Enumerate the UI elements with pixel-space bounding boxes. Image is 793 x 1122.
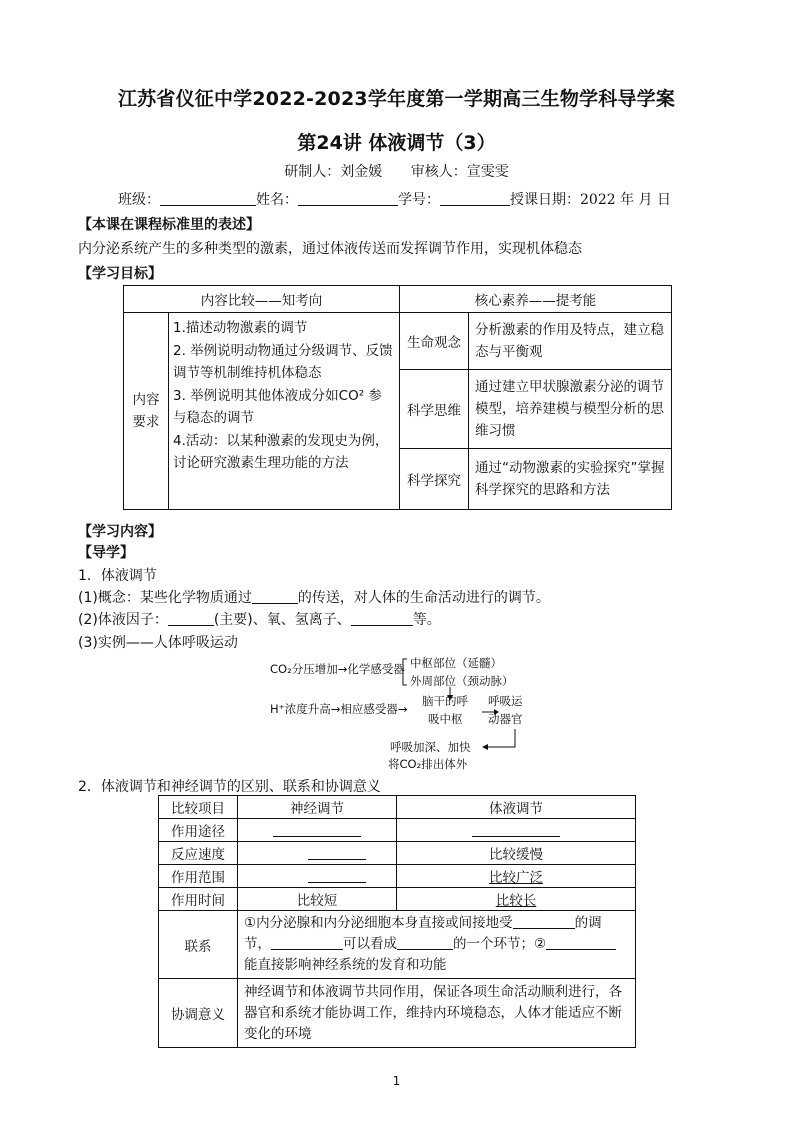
link-blank-4[interactable] [546, 935, 616, 950]
content-requirement-label: 内容 要求 [124, 313, 169, 510]
coord-label: 协调意义 [159, 979, 238, 1048]
literacy-name: 科学探究 [400, 449, 469, 510]
link-text-2: 的调 [574, 915, 602, 931]
flow-co2: CO₂分压增加→化学感受器 [270, 662, 405, 676]
id-blank[interactable] [440, 191, 510, 206]
flow-peripheral: 外周部位（颈动脉） [410, 674, 514, 688]
flow-central: 中枢部位（延髓） [410, 656, 502, 670]
link-label: 联系 [159, 911, 238, 979]
name-label: 姓名： [256, 192, 298, 208]
content-heading: 【学习内容】 [78, 524, 162, 540]
table-row [159, 911, 636, 979]
concept-line [78, 587, 550, 607]
factors-line [78, 609, 441, 629]
id-label: 学号： [398, 192, 440, 208]
link-text-4: 可以看成 [343, 936, 397, 952]
link-text-6: 能直接影响神经系统的发育和功能 [244, 957, 447, 973]
flow-organ-1: 呼吸运 [488, 694, 523, 708]
content-item: 1.描述动物激素的调节 [173, 320, 308, 336]
factors-blank-2[interactable] [351, 611, 413, 626]
table-row [159, 842, 636, 865]
humoral-value: 比较长 [397, 888, 636, 911]
concept-text-b: 的传送，对人体的生命活动进行的调节。 [297, 590, 550, 606]
standard-text: 内分泌系统产生的多种类型的激素，通过体液传送而发挥调节作用，实现机体稳态 [78, 241, 582, 257]
table-row [159, 888, 636, 911]
compare-header: 比较项目 [159, 796, 238, 819]
page-number: 1 [392, 1074, 401, 1088]
compare-header: 神经调节 [238, 796, 397, 819]
compare-item: 作用时间 [159, 888, 238, 911]
date-label: 授课日期：2022 年 月 日 [510, 192, 671, 208]
content-items [169, 313, 400, 510]
class-blank[interactable] [160, 191, 256, 206]
link-blank-1[interactable] [513, 914, 575, 929]
flow-center-1: 脑干的呼 [422, 694, 468, 708]
class-label: 班级： [118, 192, 160, 208]
goals-col1-header: 内容比较——知考向 [124, 286, 400, 313]
document-title: 江苏省仪征中学2022-2023学年度第一学期高三生物学科导学案 [117, 88, 676, 110]
neural-value: 比较短 [238, 888, 397, 911]
link-text-5: 的一个环节；② [453, 936, 547, 952]
literacy-desc: 通过“动物激素的实验探究”掌握科学探究的思路和方法 [469, 449, 672, 510]
factors-text-a: (2)体液因子： [78, 612, 168, 628]
literacy-name: 科学思维 [400, 370, 469, 449]
compare-item: 作用途径 [159, 819, 238, 842]
concept-text-a: (1)概念：某些化学物质通过 [78, 590, 252, 606]
link-blank-3[interactable] [397, 935, 453, 950]
humoral-blank[interactable] [472, 822, 560, 837]
compare-item: 反应速度 [159, 842, 238, 865]
goals-col2-header: 核心素养——提考能 [400, 286, 672, 313]
guide-heading: 【导学】 [78, 545, 134, 561]
flow-hplus: H⁺浓度升高→相应感受器→ [270, 702, 408, 716]
table-row [159, 865, 636, 888]
neural-blank[interactable] [308, 845, 366, 860]
section1-title: 1．体液调节 [78, 568, 157, 584]
link-text-1: ①内分泌腺和内分泌细胞本身直接或间接地受 [244, 915, 513, 931]
section2-title: 2．体液调节和神经调节的区别、联系和协调意义 [78, 779, 381, 795]
respiration-flow-diagram [260, 655, 530, 770]
link-text-3: 节， [244, 936, 271, 952]
table-row [159, 819, 636, 842]
lesson-title: 第24讲 体液调节（3） [297, 132, 496, 154]
flow-center-2: 吸中枢 [428, 712, 463, 726]
author: 研制人：刘金媛 [284, 164, 383, 180]
example-line: (3)实例——人体呼吸运动 [78, 635, 238, 651]
authors-line [0, 161, 793, 181]
link-text [238, 911, 636, 979]
goals-table [123, 285, 672, 510]
content-item: 4.活动：以某种激素的发现史为例，讨论研究激素生理功能的方法 [173, 432, 389, 471]
factors-blank-1[interactable] [168, 611, 214, 626]
table-row [159, 979, 636, 1048]
factors-text-c: 等。 [412, 612, 441, 628]
name-blank[interactable] [298, 191, 398, 206]
standard-heading: 【本课在课程标准里的表述】 [78, 217, 260, 233]
flow-result-2: 将CO₂排出体外 [388, 757, 468, 771]
flow-arrow-return [486, 729, 515, 747]
literacy-name: 生命观念 [400, 313, 469, 370]
flow-result-1: 呼吸加深、加快 [390, 740, 471, 754]
literacy-desc: 分析激素的作用及特点，建立稳态与平衡观 [469, 313, 672, 370]
neural-blank[interactable] [273, 822, 361, 837]
link-blank-2[interactable] [271, 935, 343, 950]
student-info-line [118, 189, 671, 209]
flow-organ-2: 动器官 [488, 712, 523, 726]
concept-blank[interactable] [252, 589, 298, 604]
flow-arrowhead [482, 744, 488, 750]
flow-bracket [403, 659, 407, 685]
comparison-table [158, 795, 636, 1048]
reviewer: 审核人：宣雯雯 [410, 164, 509, 180]
neural-cell[interactable] [238, 819, 397, 842]
humoral-value: 比较缓慢 [397, 842, 636, 865]
factors-text-b: (主要)、氧、氢离子、 [213, 612, 351, 628]
goals-heading: 【学习目标】 [78, 266, 162, 282]
literacy-desc: 通过建立甲状腺激素分泌的调节模型，培养建模与模型分析的思维习惯 [469, 370, 672, 449]
content-item: 2. 举例说明动物通过分级调节、反馈调节等机制维持机体稳态 [173, 342, 393, 381]
compare-header: 体液调节 [397, 796, 636, 819]
compare-item: 作用范围 [159, 865, 238, 888]
neural-blank[interactable] [308, 868, 366, 883]
humoral-value: 比较广泛 [397, 865, 636, 888]
content-item: 3. 举例说明其他体液成分如CO² 参与稳态的调节 [173, 387, 382, 426]
neural-cell[interactable] [238, 865, 397, 888]
humoral-cell[interactable] [397, 819, 636, 842]
neural-cell[interactable] [238, 842, 397, 865]
coord-text: 神经调节和体液调节共同作用，保证各项生命活动顺利进行，各器官和系统才能协调工作，维持内环境稳态，人体才能适应不断变化的环境 [238, 979, 636, 1048]
